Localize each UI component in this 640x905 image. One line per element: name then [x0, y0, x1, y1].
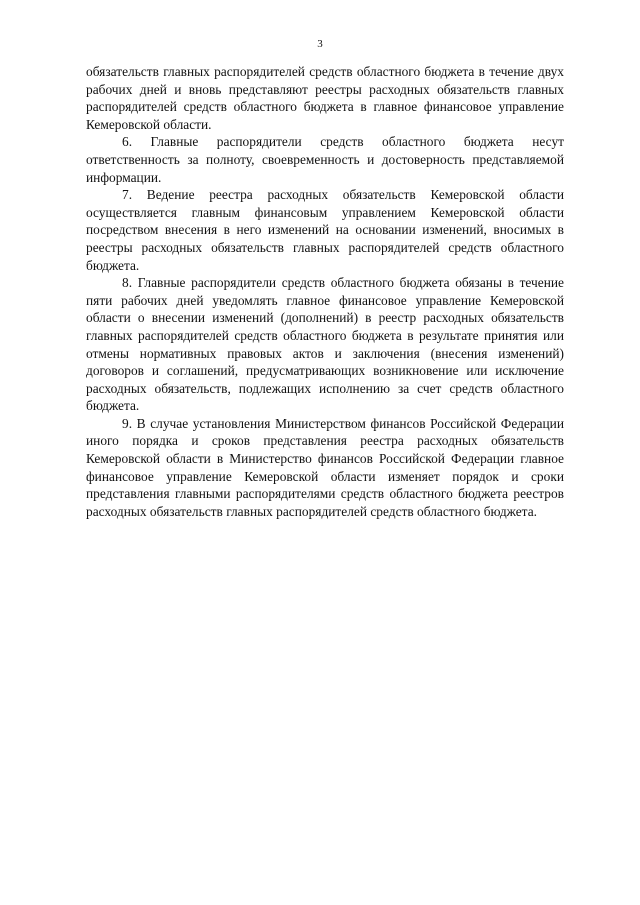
page-number: 3 — [317, 38, 323, 50]
paragraph-item-7: 7. Ведение реестра расходных обязательств Кемеровской области осуществляется главным финансовым управлением Кемеровской области посредством внесения в него изменений на основании изменений, вносимых в реестры расходных обязательств главных распорядителей средств областного бюджета. — [86, 187, 564, 273]
paragraph-item-9: 9. В случае установления Министерством финансов Российской Федерации иного порядка и сроков представления реестра расходных обязательств Кемеровской области в Министерство финансов Российской Федерации главное финансовое управление Кемеровской области изменяет порядок и сроки представления главными распорядителями средств областного бюджета реестров расходных обязательств главных распорядителей средств областного бюджета. — [86, 415, 564, 519]
paragraph-item-8: 8. Главные распорядители средств областного бюджета обязаны в течение пяти рабочих дней уведомлять главное финансовое управление Кемеровской области о внесении изменений (дополнений) в реестр расходных обязательств главных распорядителей средств областного бюджета в результате принятия или отмены нормативных правовых актов и заключения (внесения изменений) договоров и соглашений, предусматривающих возникновение или исключение расходных обязательств, подлежащих исполнению за счет средств областного бюджета. — [86, 275, 564, 414]
paragraph-continuation: обязательств главных распорядителей средств областного бюджета в течение двух рабочих дней и вновь представляют реестры расходных обязательств главных распорядителей средств областного бюджета в главное финансовое управление Кемеровской области. — [86, 64, 564, 132]
paragraph-item-6: 6. Главные распорядители средств областного бюджета несут ответственность за полноту, своевременность и достоверность представляемой информации. — [86, 134, 564, 185]
document-body — [86, 63, 564, 520]
